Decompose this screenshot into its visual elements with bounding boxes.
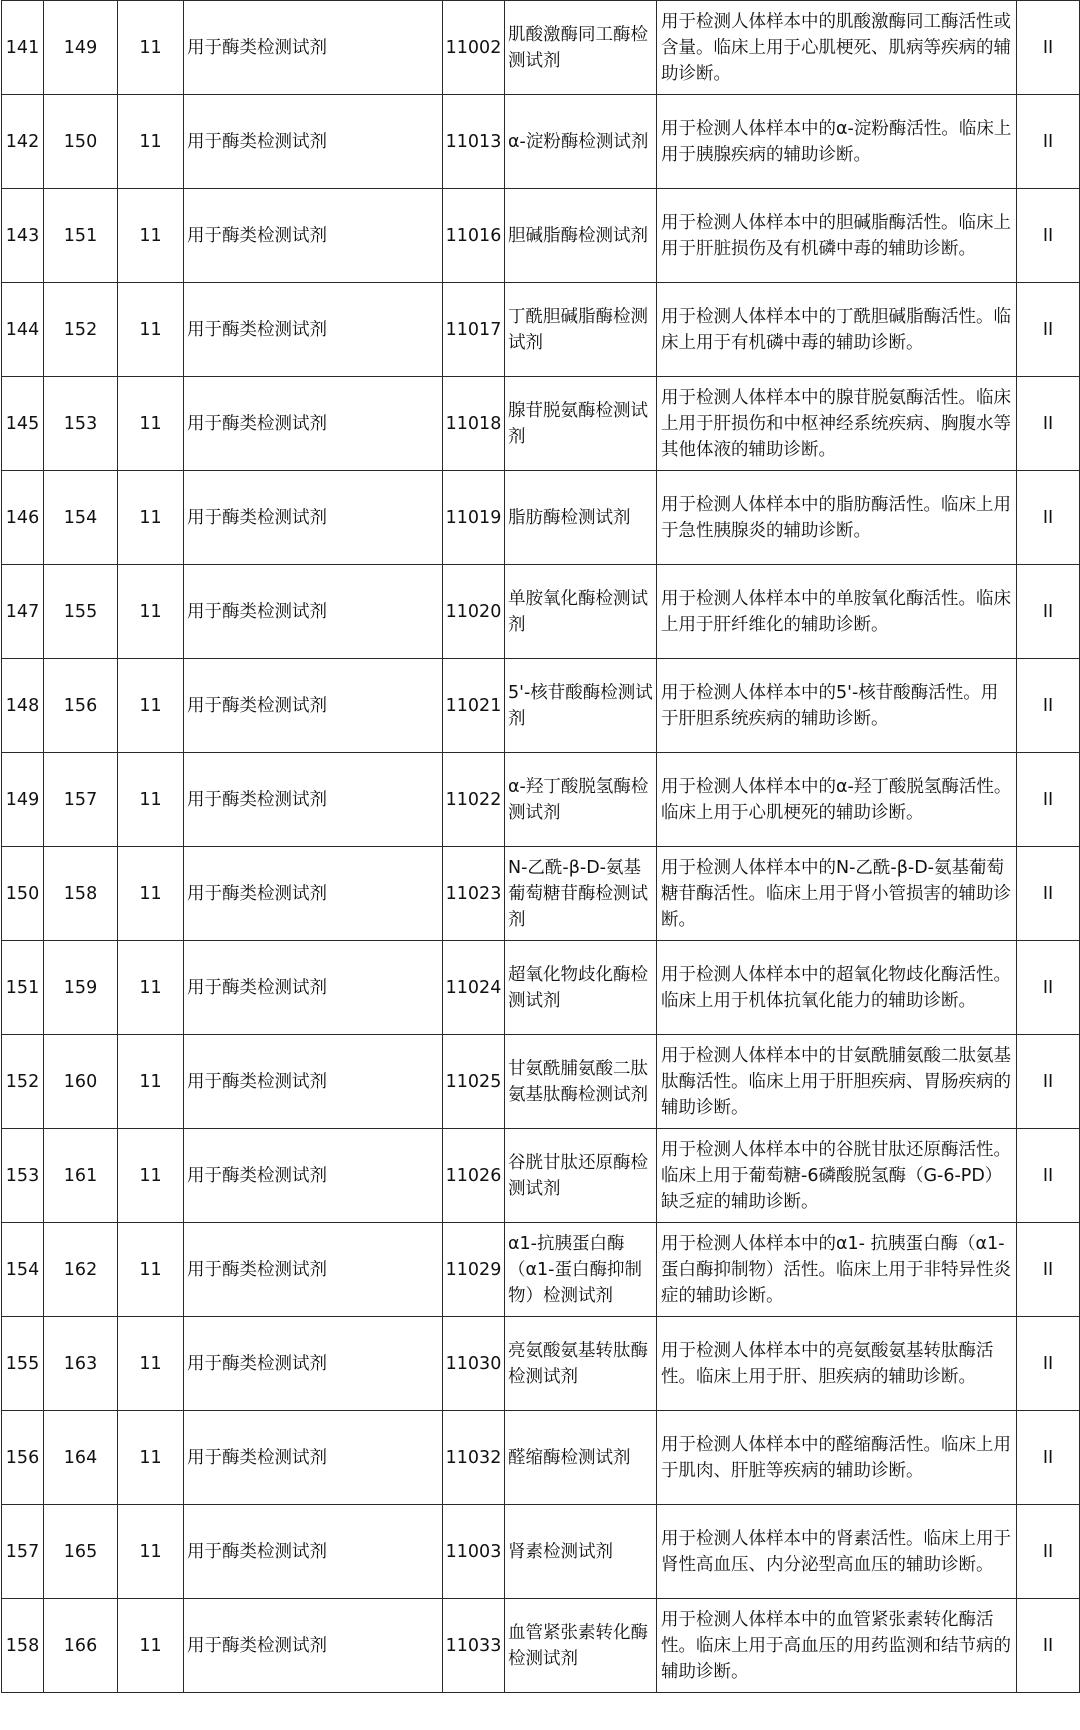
product-name-cell: 腺苷脱氨酶检测试剂 bbox=[505, 377, 657, 471]
catalog-number-cell: 165 bbox=[44, 1505, 118, 1599]
management-class-cell: II bbox=[1017, 377, 1080, 471]
catalog-number-cell: 149 bbox=[44, 1, 118, 95]
management-class-cell: II bbox=[1017, 941, 1080, 1035]
subcategory-cell: 用于酶类检测试剂 bbox=[184, 1317, 443, 1411]
category-code-cell: 11 bbox=[118, 95, 184, 189]
product-name-cell: 胆碱脂酶检测试剂 bbox=[505, 189, 657, 283]
product-code-cell: 11018 bbox=[443, 377, 505, 471]
subcategory-cell: 用于酶类检测试剂 bbox=[184, 1223, 443, 1317]
sequence-number-cell: 144 bbox=[2, 283, 44, 377]
product-code-cell: 11023 bbox=[443, 847, 505, 941]
description-cell: 用于检测人体样本中的α1- 抗胰蛋白酶（α1- 蛋白酶抑制物）活性。临床上用于非特异性炎症的辅助诊断。 bbox=[657, 1223, 1017, 1317]
table-row bbox=[2, 1411, 1080, 1505]
table-row bbox=[2, 753, 1080, 847]
sequence-number-cell: 151 bbox=[2, 941, 44, 1035]
product-name-cell: 甘氨酰脯氨酸二肽氨基肽酶检测试剂 bbox=[505, 1035, 657, 1129]
table-row bbox=[2, 1223, 1080, 1317]
sequence-number-cell: 157 bbox=[2, 1505, 44, 1599]
catalog-number-cell: 151 bbox=[44, 189, 118, 283]
subcategory-cell: 用于酶类检测试剂 bbox=[184, 941, 443, 1035]
sequence-number-cell: 148 bbox=[2, 659, 44, 753]
table-row bbox=[2, 95, 1080, 189]
management-class-cell: II bbox=[1017, 847, 1080, 941]
catalog-number-cell: 160 bbox=[44, 1035, 118, 1129]
subcategory-cell: 用于酶类检测试剂 bbox=[184, 1129, 443, 1223]
table-row bbox=[2, 283, 1080, 377]
subcategory-cell: 用于酶类检测试剂 bbox=[184, 377, 443, 471]
product-code-cell: 11030 bbox=[443, 1317, 505, 1411]
table-row bbox=[2, 1, 1080, 95]
product-code-cell: 11025 bbox=[443, 1035, 505, 1129]
product-name-cell: 脂肪酶检测试剂 bbox=[505, 471, 657, 565]
description-cell: 用于检测人体样本中的亮氨酸氨基转肽酶活性。临床上用于肝、胆疾病的辅助诊断。 bbox=[657, 1317, 1017, 1411]
table-row bbox=[2, 1129, 1080, 1223]
table-body bbox=[2, 1, 1080, 1693]
table-row bbox=[2, 189, 1080, 283]
catalog-number-cell: 150 bbox=[44, 95, 118, 189]
sequence-number-cell: 150 bbox=[2, 847, 44, 941]
category-code-cell: 11 bbox=[118, 659, 184, 753]
description-cell: 用于检测人体样本中的N-乙酰-β-D-氨基葡萄糖苷酶活性。临床上用于肾小管损害的辅助诊断。 bbox=[657, 847, 1017, 941]
management-class-cell: II bbox=[1017, 1129, 1080, 1223]
reagent-catalog-table bbox=[1, 0, 1080, 1693]
subcategory-cell: 用于酶类检测试剂 bbox=[184, 1, 443, 95]
description-cell: 用于检测人体样本中的单胺氧化酶活性。临床上用于肝纤维化的辅助诊断。 bbox=[657, 565, 1017, 659]
description-cell: 用于检测人体样本中的肾素活性。临床上用于肾性高血压、内分泌型高血压的辅助诊断。 bbox=[657, 1505, 1017, 1599]
product-name-cell: α1-抗胰蛋白酶（α1-蛋白酶抑制物）检测试剂 bbox=[505, 1223, 657, 1317]
product-code-cell: 11013 bbox=[443, 95, 505, 189]
product-code-cell: 11002 bbox=[443, 1, 505, 95]
catalog-number-cell: 154 bbox=[44, 471, 118, 565]
catalog-number-cell: 158 bbox=[44, 847, 118, 941]
product-code-cell: 11003 bbox=[443, 1505, 505, 1599]
catalog-number-cell: 155 bbox=[44, 565, 118, 659]
category-code-cell: 11 bbox=[118, 471, 184, 565]
catalog-number-cell: 162 bbox=[44, 1223, 118, 1317]
catalog-number-cell: 163 bbox=[44, 1317, 118, 1411]
management-class-cell: II bbox=[1017, 565, 1080, 659]
description-cell: 用于检测人体样本中的超氧化物歧化酶活性。临床上用于机体抗氧化能力的辅助诊断。 bbox=[657, 941, 1017, 1035]
table-row bbox=[2, 1599, 1080, 1693]
subcategory-cell: 用于酶类检测试剂 bbox=[184, 1035, 443, 1129]
sequence-number-cell: 152 bbox=[2, 1035, 44, 1129]
description-cell: 用于检测人体样本中的血管紧张素转化酶活性。临床上用于高血压的用药监测和结节病的辅助诊断。 bbox=[657, 1599, 1017, 1693]
product-code-cell: 11024 bbox=[443, 941, 505, 1035]
description-cell: 用于检测人体样本中的α-淀粉酶活性。临床上用于胰腺疾病的辅助诊断。 bbox=[657, 95, 1017, 189]
description-cell: 用于检测人体样本中的醛缩酶活性。临床上用于肌肉、肝脏等疾病的辅助诊断。 bbox=[657, 1411, 1017, 1505]
category-code-cell: 11 bbox=[118, 1317, 184, 1411]
management-class-cell: II bbox=[1017, 1599, 1080, 1693]
subcategory-cell: 用于酶类检测试剂 bbox=[184, 95, 443, 189]
description-cell: 用于检测人体样本中的5'-核苷酸酶活性。用于肝胆系统疾病的辅助诊断。 bbox=[657, 659, 1017, 753]
description-cell: 用于检测人体样本中的肌酸激酶同工酶活性或含量。临床上用于心肌梗死、肌病等疾病的辅助诊断。 bbox=[657, 1, 1017, 95]
product-name-cell: 肾素检测试剂 bbox=[505, 1505, 657, 1599]
category-code-cell: 11 bbox=[118, 1505, 184, 1599]
sequence-number-cell: 146 bbox=[2, 471, 44, 565]
product-code-cell: 11032 bbox=[443, 1411, 505, 1505]
product-name-cell: α-羟丁酸脱氢酶检测试剂 bbox=[505, 753, 657, 847]
management-class-cell: II bbox=[1017, 95, 1080, 189]
table-row bbox=[2, 565, 1080, 659]
table-row bbox=[2, 471, 1080, 565]
table-row bbox=[2, 1035, 1080, 1129]
subcategory-cell: 用于酶类检测试剂 bbox=[184, 847, 443, 941]
category-code-cell: 11 bbox=[118, 377, 184, 471]
category-code-cell: 11 bbox=[118, 1035, 184, 1129]
category-code-cell: 11 bbox=[118, 189, 184, 283]
product-code-cell: 11022 bbox=[443, 753, 505, 847]
category-code-cell: 11 bbox=[118, 1599, 184, 1693]
management-class-cell: II bbox=[1017, 1223, 1080, 1317]
subcategory-cell: 用于酶类检测试剂 bbox=[184, 471, 443, 565]
product-code-cell: 11029 bbox=[443, 1223, 505, 1317]
catalog-number-cell: 164 bbox=[44, 1411, 118, 1505]
subcategory-cell: 用于酶类检测试剂 bbox=[184, 565, 443, 659]
product-code-cell: 11026 bbox=[443, 1129, 505, 1223]
product-name-cell: 单胺氧化酶检测试剂 bbox=[505, 565, 657, 659]
sequence-number-cell: 142 bbox=[2, 95, 44, 189]
table-row bbox=[2, 941, 1080, 1035]
catalog-number-cell: 161 bbox=[44, 1129, 118, 1223]
category-code-cell: 11 bbox=[118, 1129, 184, 1223]
description-cell: 用于检测人体样本中的α-羟丁酸脱氢酶活性。临床上用于心肌梗死的辅助诊断。 bbox=[657, 753, 1017, 847]
subcategory-cell: 用于酶类检测试剂 bbox=[184, 659, 443, 753]
management-class-cell: II bbox=[1017, 753, 1080, 847]
sequence-number-cell: 156 bbox=[2, 1411, 44, 1505]
product-name-cell: 醛缩酶检测试剂 bbox=[505, 1411, 657, 1505]
product-code-cell: 11016 bbox=[443, 189, 505, 283]
category-code-cell: 11 bbox=[118, 941, 184, 1035]
management-class-cell: II bbox=[1017, 1317, 1080, 1411]
subcategory-cell: 用于酶类检测试剂 bbox=[184, 189, 443, 283]
category-code-cell: 11 bbox=[118, 565, 184, 659]
product-name-cell: 丁酰胆碱脂酶检测试剂 bbox=[505, 283, 657, 377]
table-row bbox=[2, 1317, 1080, 1411]
sequence-number-cell: 145 bbox=[2, 377, 44, 471]
description-cell: 用于检测人体样本中的胆碱脂酶活性。临床上用于肝脏损伤及有机磷中毒的辅助诊断。 bbox=[657, 189, 1017, 283]
subcategory-cell: 用于酶类检测试剂 bbox=[184, 1505, 443, 1599]
catalog-number-cell: 152 bbox=[44, 283, 118, 377]
sequence-number-cell: 149 bbox=[2, 753, 44, 847]
description-cell: 用于检测人体样本中的甘氨酰脯氨酸二肽氨基肽酶活性。临床上用于肝胆疾病、胃肠疾病的辅助诊断。 bbox=[657, 1035, 1017, 1129]
product-name-cell: 亮氨酸氨基转肽酶检测试剂 bbox=[505, 1317, 657, 1411]
management-class-cell: II bbox=[1017, 1411, 1080, 1505]
sequence-number-cell: 147 bbox=[2, 565, 44, 659]
subcategory-cell: 用于酶类检测试剂 bbox=[184, 1599, 443, 1693]
category-code-cell: 11 bbox=[118, 753, 184, 847]
subcategory-cell: 用于酶类检测试剂 bbox=[184, 1411, 443, 1505]
category-code-cell: 11 bbox=[118, 1411, 184, 1505]
table-row bbox=[2, 659, 1080, 753]
management-class-cell: II bbox=[1017, 1035, 1080, 1129]
product-code-cell: 11033 bbox=[443, 1599, 505, 1693]
catalog-number-cell: 166 bbox=[44, 1599, 118, 1693]
product-name-cell: 血管紧张素转化酶检测试剂 bbox=[505, 1599, 657, 1693]
product-name-cell: α-淀粉酶检测试剂 bbox=[505, 95, 657, 189]
management-class-cell: II bbox=[1017, 283, 1080, 377]
category-code-cell: 11 bbox=[118, 283, 184, 377]
management-class-cell: II bbox=[1017, 1, 1080, 95]
product-code-cell: 11020 bbox=[443, 565, 505, 659]
sequence-number-cell: 154 bbox=[2, 1223, 44, 1317]
product-code-cell: 11019 bbox=[443, 471, 505, 565]
management-class-cell: II bbox=[1017, 659, 1080, 753]
table-row bbox=[2, 377, 1080, 471]
catalog-number-cell: 153 bbox=[44, 377, 118, 471]
category-code-cell: 11 bbox=[118, 847, 184, 941]
subcategory-cell: 用于酶类检测试剂 bbox=[184, 283, 443, 377]
sequence-number-cell: 143 bbox=[2, 189, 44, 283]
product-name-cell: 肌酸激酶同工酶检测试剂 bbox=[505, 1, 657, 95]
description-cell: 用于检测人体样本中的丁酰胆碱脂酶活性。临床上用于有机磷中毒的辅助诊断。 bbox=[657, 283, 1017, 377]
product-name-cell: 超氧化物歧化酶检测试剂 bbox=[505, 941, 657, 1035]
description-cell: 用于检测人体样本中的腺苷脱氨酶活性。临床上用于肝损伤和中枢神经系统疾病、胸腹水等其他体液的辅助诊断。 bbox=[657, 377, 1017, 471]
table-row bbox=[2, 1505, 1080, 1599]
management-class-cell: II bbox=[1017, 189, 1080, 283]
subcategory-cell: 用于酶类检测试剂 bbox=[184, 753, 443, 847]
catalog-number-cell: 157 bbox=[44, 753, 118, 847]
management-class-cell: II bbox=[1017, 471, 1080, 565]
management-class-cell: II bbox=[1017, 1505, 1080, 1599]
category-code-cell: 11 bbox=[118, 1, 184, 95]
description-cell: 用于检测人体样本中的脂肪酶活性。临床上用于急性胰腺炎的辅助诊断。 bbox=[657, 471, 1017, 565]
catalog-number-cell: 159 bbox=[44, 941, 118, 1035]
product-name-cell: 5'-核苷酸酶检测试剂 bbox=[505, 659, 657, 753]
catalog-number-cell: 156 bbox=[44, 659, 118, 753]
product-code-cell: 11021 bbox=[443, 659, 505, 753]
product-name-cell: N-乙酰-β-D-氨基葡萄糖苷酶检测试剂 bbox=[505, 847, 657, 941]
product-name-cell: 谷胱甘肽还原酶检测试剂 bbox=[505, 1129, 657, 1223]
product-code-cell: 11017 bbox=[443, 283, 505, 377]
sequence-number-cell: 141 bbox=[2, 1, 44, 95]
description-cell: 用于检测人体样本中的谷胱甘肽还原酶活性。临床上用于葡萄糖-6磷酸脱氢酶（G-6-PD）缺乏症的辅助诊断。 bbox=[657, 1129, 1017, 1223]
category-code-cell: 11 bbox=[118, 1223, 184, 1317]
sequence-number-cell: 155 bbox=[2, 1317, 44, 1411]
sequence-number-cell: 153 bbox=[2, 1129, 44, 1223]
table-row bbox=[2, 847, 1080, 941]
sequence-number-cell: 158 bbox=[2, 1599, 44, 1693]
